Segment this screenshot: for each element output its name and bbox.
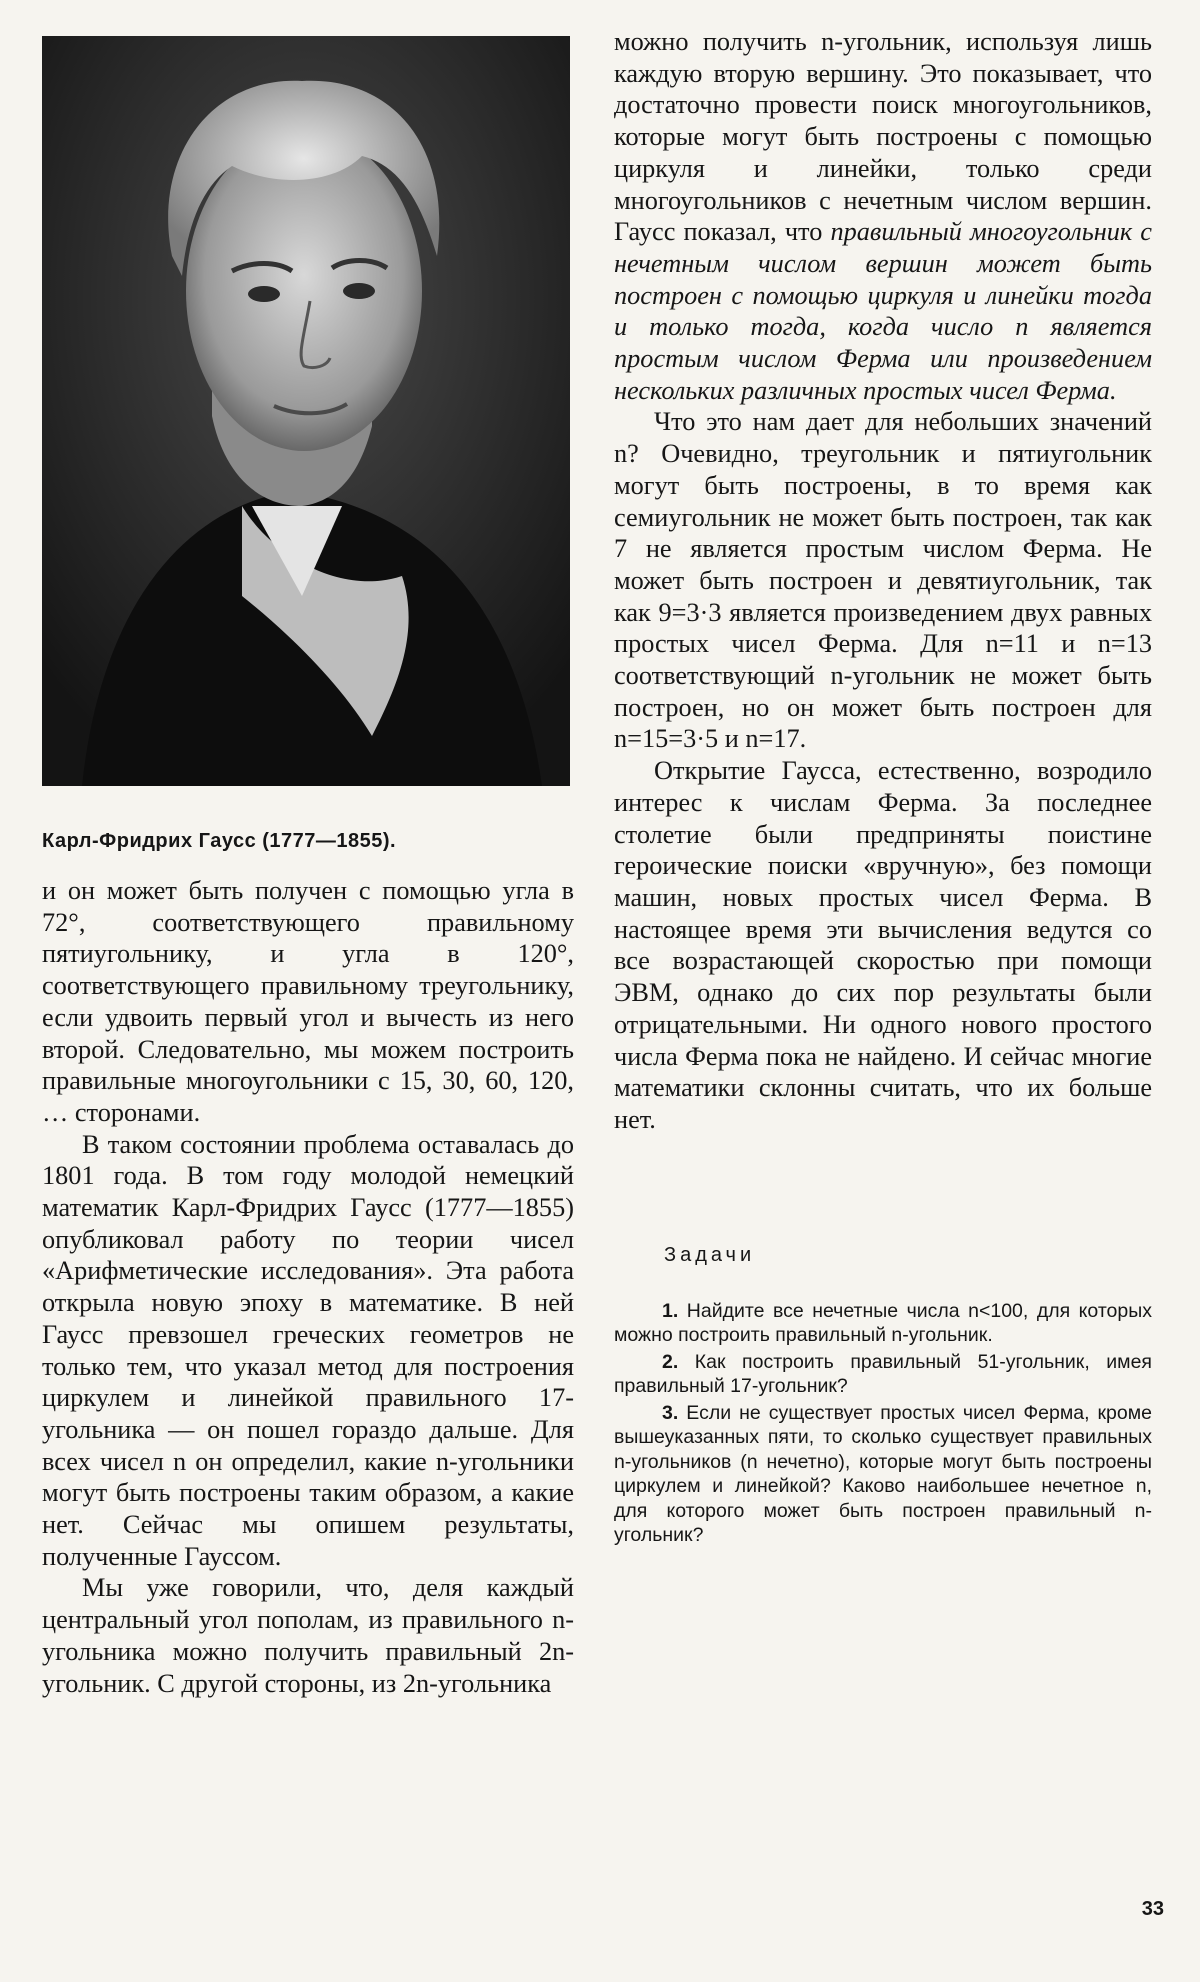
tasks-list	[614, 1299, 1152, 1548]
task-item: 1. Найдите все нечетные числа n<100, для которых можно построить правильный n-угольник.	[614, 1299, 1152, 1347]
figure-caption: Карл-Фридрих Гаусс (1777—1855).	[42, 830, 397, 852]
right-column	[614, 26, 1152, 1550]
right-paragraph-1-start: можно получить n-угольник, используя лишь каждую вторую вершину. Это показывает, что достаточно провести поиск многоугольников, которые могут быть построены с помощью циркуля и линейки, только среди многоугольников с нечетным числом вершин. Гаусс показал, что	[614, 27, 1152, 247]
portrait-illustration	[42, 36, 570, 786]
task-item: 3. Если не существует простых чисел Ферма, кроме вышеуказанных пяти, то сколько существует правильных n-угольников (n нечетно), которые могут быть построены циркулем и линейкой? Каково наибольшее нечетное n, для которого может быть построен правильный n-угольник?	[614, 1401, 1152, 1547]
right-paragraph-1	[614, 26, 1152, 406]
right-paragraph-3: Открытие Гаусса, естественно, возродило интерес к числам Ферма. За последнее столетие были предприняты поистине героические поиски «вручную», без помощи машин, новых простых чисел Ферма. В настоящее время эти вычисления ведутся со все возрастающей скоростью при помощи ЭВМ, однако до сих пор результаты были отрицательными. Ни одного нового простого числа Ферма пока не найдено. И сейчас многие математики склонны считать, что их больше нет.	[614, 756, 1152, 1134]
page-number: 33	[1141, 1898, 1164, 1920]
tasks-title: Задачи	[664, 1243, 756, 1266]
portrait-image	[42, 36, 570, 786]
task-item: 2. Как построить правильный 51-угольник, имея правильный 17-угольник?	[614, 1350, 1152, 1398]
left-paragraph-3: Мы уже говорили, что, деля каждый центральный угол пополам, из правильного n-угольника можно получить правильный 2n-угольник. С другой стороны, из 2n-угольника	[42, 1573, 574, 1698]
gauss-theorem-italic: правильный многоугольник с нечетным числом вершин может быть построен с помощью циркуля и линейки тогда и только тогда, когда число n является простым числом Ферма или произведением нескольких различных простых чисел Ферма.	[614, 217, 1152, 405]
left-column	[42, 36, 574, 1699]
left-paragraph-1: и он может быть получен с помощью угла в 72°, соответствующего правильному пятиугольнику, и угла в 120°, соответствующего правильному треугольнику, если удвоить первый угол и вычесть из него второй. Следовательно, мы можем построить правильные многоугольники с 15, 30, 60, 120, … сторонами.	[42, 876, 574, 1127]
right-paragraph-2: Что это нам дает для небольших значений n? Очевидно, треугольник и пятиугольник могут быть построены, в то время как семиугольник не может быть построен, так как 7 не является простым числом Ферма. Не может быть построен и девятиугольник, так как 9=3·3 является произведением двух равных простых чисел Ферма. Для n=11 и n=13 соответствующий n-угольник не может быть построен, но он может быть построен для n=15=3·5 и n=17.	[614, 407, 1152, 754]
left-paragraph-2: В таком состоянии проблема оставалась до 1801 года. В том году молодой немецкий математик Карл-Фридрих Гаусс (1777—1855) опубликовал работу по теории чисел «Арифметические исследования». Эта работа открыла новую эпоху в математике. В ней Гаусс превзошел греческих геометров не только тем, что указал метод для построения циркулем и линейкой правильного 17-угольника — он пошел гораздо дальше. Для всех чисел n он определил, какие n-угольники могут быть построены таким образом, а какие нет. Сейчас мы опишем результаты, полученные Гауссом.	[42, 1129, 574, 1571]
